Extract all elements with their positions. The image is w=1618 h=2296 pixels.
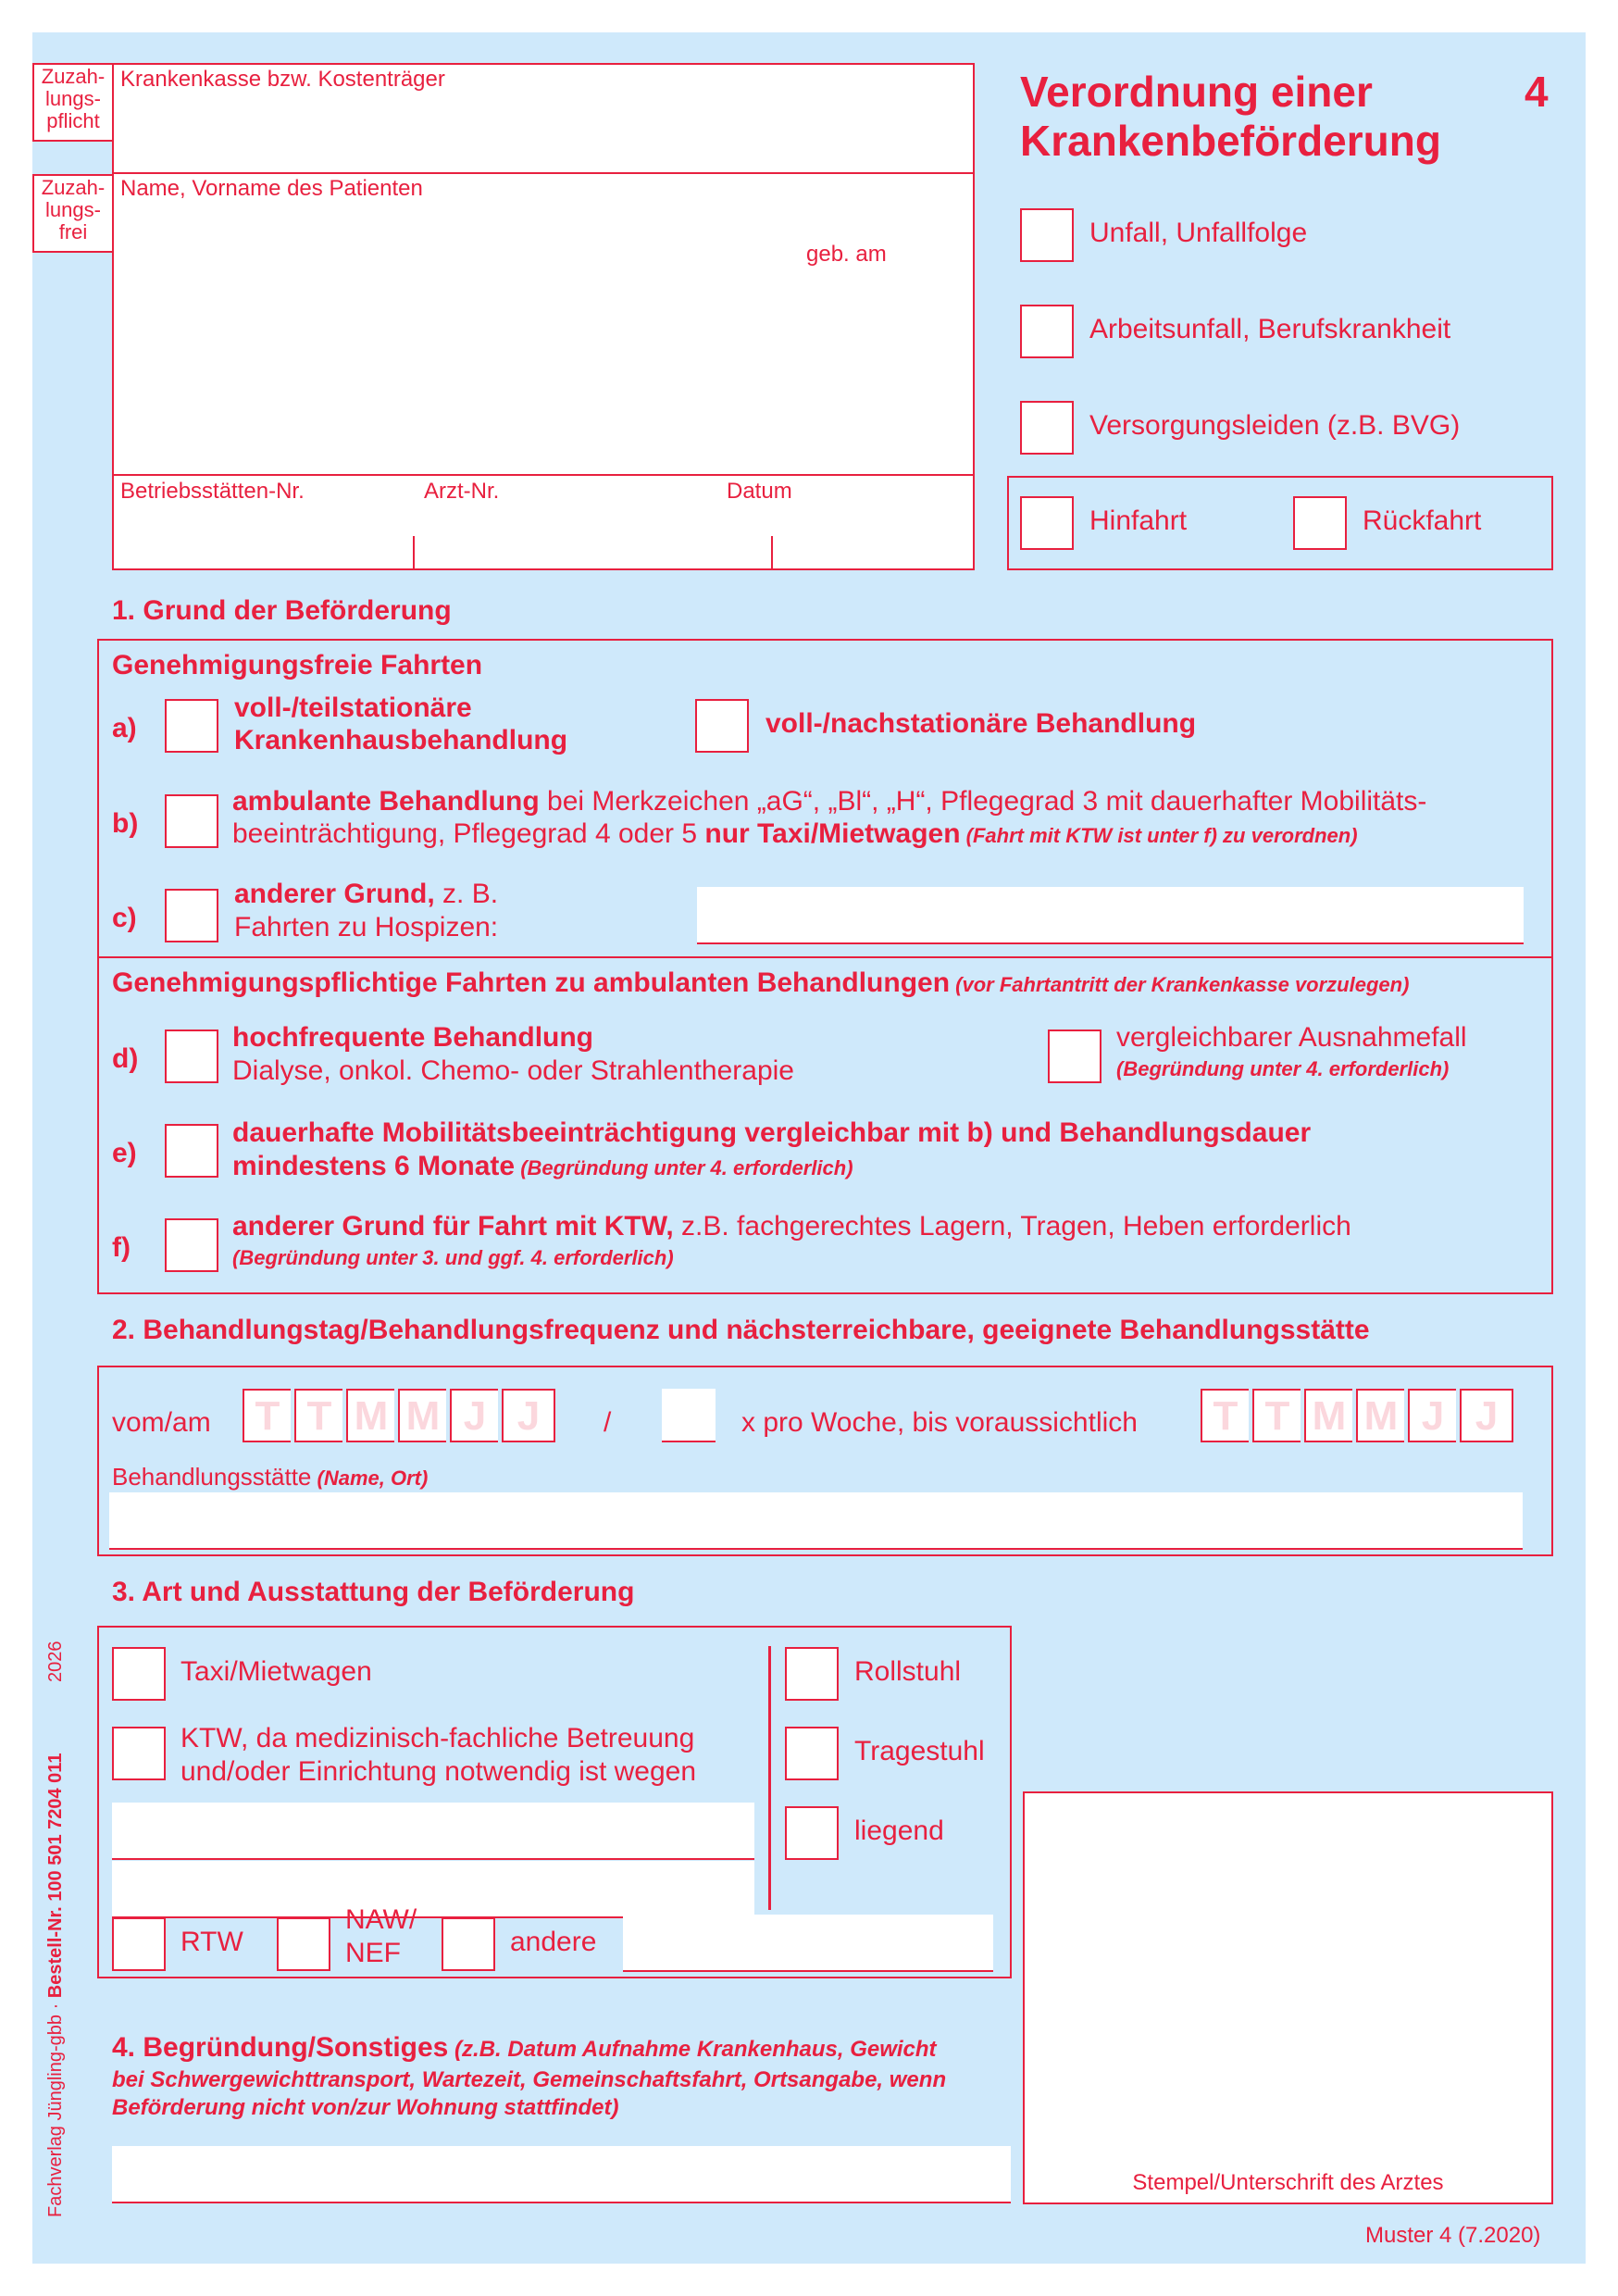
ktw-label-line2: und/oder Einrichtung notwendig ist wegen [180,1756,697,1787]
letter-f: f) [112,1232,131,1263]
hinfahrt-label: Hinfahrt [1089,505,1188,536]
naw-label-line1: NAW/ [345,1904,417,1935]
c-checkbox[interactable] [165,889,218,942]
d-checkbox[interactable] [165,1029,218,1083]
end-date-cell[interactable]: T [1252,1389,1301,1442]
start-date-cell[interactable]: J [502,1389,555,1442]
a1-label-line1: voll-/teilstationäre [234,693,472,723]
end-date-cell[interactable]: J [1460,1389,1513,1442]
d2-checkbox[interactable] [1048,1029,1101,1083]
unfall-checkbox[interactable] [1020,208,1074,262]
rollstuhl-checkbox[interactable] [785,1647,839,1701]
form-title-line2: Krankenbeförderung [1020,117,1441,165]
zuzahlungspflicht-label: Zuzah- lungs- pflicht [41,65,106,132]
start-date-cell[interactable]: T [243,1389,291,1442]
hinfahrt-checkbox[interactable] [1020,496,1074,550]
taxi-checkbox[interactable] [112,1647,166,1701]
ktw-checkbox[interactable] [112,1727,166,1780]
end-date-cell[interactable]: J [1408,1389,1456,1442]
zuzahlungsfrei-label: Zuzah- lungs- frei [41,176,106,243]
liegend-checkbox[interactable] [785,1806,839,1860]
c-other-reason-field[interactable] [697,887,1524,944]
form-number: 4 [1525,68,1549,116]
e-label-line2: mindestens 6 Monate (Begründung unter 4. erforderlich) [232,1151,853,1181]
a1-label-line2: Krankenhausbehandlung [234,725,568,755]
start-date-cell[interactable]: M [398,1389,446,1442]
end-date-cell[interactable]: T [1201,1389,1249,1442]
f-label-line1: anderer Grund für Fahrt mit KTW, z.B. fachgerechtes Lagern, Tragen, Heben erforderlich [232,1211,1351,1242]
andere-label: andere [510,1927,597,1957]
naw-nef-checkbox[interactable] [277,1917,330,1971]
a2-checkbox[interactable] [695,699,749,753]
rtw-checkbox[interactable] [112,1917,166,1971]
stamp-label: Stempel/Unterschrift des Arztes [1132,2170,1444,2195]
muster-label: Muster 4 (7.2020) [1365,2223,1541,2248]
andere-checkbox[interactable] [442,1917,495,1971]
pro-woche-label: x pro Woche, bis voraussichtlich [741,1407,1138,1438]
bsnr-label: Betriebsstätten-Nr. [120,479,305,504]
f-checkbox[interactable] [165,1218,218,1272]
f-label-line2: (Begründung unter 3. und ggf. 4. erforderlich) [232,1246,674,1269]
naw-label-line2: NEF [345,1938,401,1968]
form-title-line1: Verordnung einer [1020,68,1373,116]
a2-label: voll-/nachstationäre Behandlung [765,708,1197,739]
frequency-field[interactable] [662,1389,716,1442]
behandlungsstaette-field[interactable] [109,1492,1523,1550]
letter-e: e) [112,1138,137,1168]
form-sheet [32,32,1586,2264]
b-label-line2: beeinträchtigung, Pflegegrad 4 oder 5 nur Taxi/Mietwagen (Fahrt mit KTW ist unter f) zu verordnen) [232,818,1358,849]
vom-label: vom/am [112,1407,211,1438]
andere-field[interactable] [623,1915,993,1972]
d-label-line2: Dialyse, onkol. Chemo- oder Strahlentherapie [232,1055,794,1086]
start-date-cell[interactable]: J [450,1389,498,1442]
letter-a: a) [112,713,137,743]
a1-checkbox[interactable] [165,699,218,753]
section4-title: 4. Begründung/Sonstiges (z.B. Datum Aufnahme Krankenhaus, Gewicht [112,2032,937,2063]
datum-label: Datum [727,479,792,504]
tragestuhl-checkbox[interactable] [785,1727,839,1780]
behandlungsstaette-label: Behandlungsstätte (Name, Ort) [112,1463,429,1491]
start-date-cell[interactable]: T [294,1389,342,1442]
letter-c: c) [112,903,137,933]
c-label-line2: Fahrten zu Hospizen: [234,912,499,942]
d2-label-line1: vergleichbarer Ausnahmefall [1116,1022,1467,1053]
rollstuhl-label: Rollstuhl [854,1656,962,1687]
arbeitsunfall-checkbox[interactable] [1020,305,1074,358]
unfall-label: Unfall, Unfallfolge [1089,218,1308,248]
ktw-reason-field-2[interactable] [112,1861,754,1918]
letter-d: d) [112,1043,139,1074]
requires-approval-title: Genehmigungspflichtige Fahrten zu ambulanten Behandlungen (vor Fahrtantritt der Krankenkasse vorzulegen) [112,967,1410,998]
start-date-cell[interactable]: M [346,1389,394,1442]
taxi-label: Taxi/Mietwagen [180,1656,372,1687]
versorgungsleiden-label: Versorgungsleiden (z.B. BVG) [1089,410,1461,441]
geb-label: geb. am [806,242,887,267]
e-label-line1: dauerhafte Mobilitätsbeeinträchtigung vergleichbar mit b) und Behandlungsdauer [232,1117,1312,1148]
section1-title: 1. Grund der Beförderung [112,595,452,626]
patient-label: Name, Vorname des Patienten [120,176,423,201]
end-date-cell[interactable]: M [1356,1389,1404,1442]
year-side-text: 2026 [45,1641,66,1682]
liegend-label: liegend [854,1816,944,1846]
tragestuhl-label: Tragestuhl [854,1736,985,1766]
stamp-signature-box[interactable] [1023,1791,1553,2204]
free-rides-title: Genehmigungsfreie Fahrten [112,650,483,680]
ktw-label-line1: KTW, da medizinisch-fachliche Betreuung [180,1723,695,1753]
rtw-label: RTW [180,1927,243,1957]
rueckfahrt-label: Rückfahrt [1363,505,1482,536]
arzt-label: Arzt-Nr. [424,479,500,504]
begruendung-field[interactable] [112,2146,1011,2203]
d-label-line1: hochfrequente Behandlung [232,1022,593,1053]
ktw-reason-field-1[interactable] [112,1803,754,1860]
e-checkbox[interactable] [165,1124,218,1178]
section3-title: 3. Art und Ausstattung der Beförderung [112,1577,635,1607]
end-date-cell[interactable]: M [1304,1389,1352,1442]
section4-note-line2: bei Schwergewichttransport, Wartezeit, Gemeinschaftsfahrt, Ortsangabe, wenn [112,2067,947,2092]
c-label-line1: anderer Grund, z. B. [234,879,499,909]
slash-separator: / [604,1407,612,1438]
versorgungsleiden-checkbox[interactable] [1020,401,1074,455]
section2-title: 2. Behandlungstag/Behandlungsfrequenz und nächsterreichbare, geeignete Behandlungsstätte [112,1315,1370,1345]
publisher-side-text: Fachverlag Jüngling-gbb · Bestell-Nr. 100 501 7204 011 [45,1753,66,2217]
arbeitsunfall-label: Arbeitsunfall, Berufskrankheit [1089,314,1451,344]
d2-label-line2: (Begründung unter 4. erforderlich) [1116,1057,1450,1080]
b-checkbox[interactable] [165,794,218,848]
section4-note-line3: Beförderung nicht von/zur Wohnung stattfindet) [112,2095,619,2120]
kasse-label: Krankenkasse bzw. Kostenträger [120,67,445,92]
letter-b: b) [112,808,139,839]
b-label-line1: ambulante Behandlung bei Merkzeichen „aG“, „Bl“, „H“, Pflegegrad 3 mit dauerhafter Mobilitäts- [232,786,1427,817]
rueckfahrt-checkbox[interactable] [1293,496,1347,550]
